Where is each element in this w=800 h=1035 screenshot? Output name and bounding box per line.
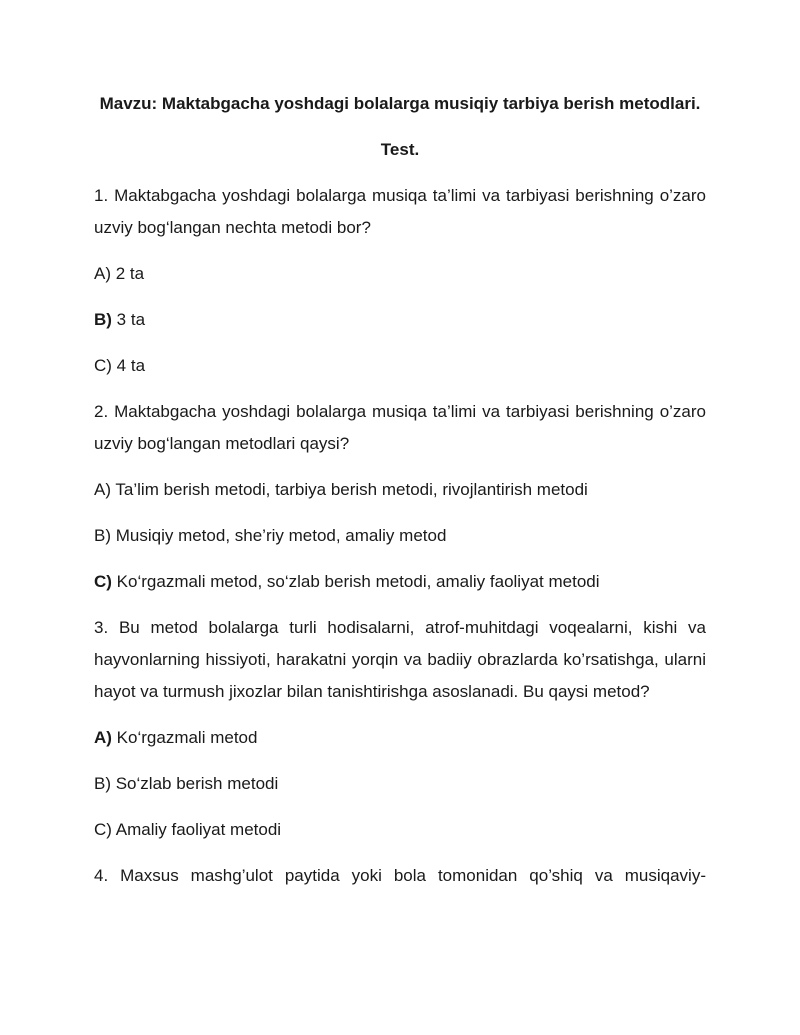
question-1-option-b — [94, 304, 706, 336]
option-letter: A) — [94, 480, 111, 499]
option-text: 4 ta — [111, 356, 146, 375]
question-3-option-b — [94, 768, 706, 800]
document-title: Mavzu: Maktabgacha yoshdagi bolalarga musiqiy tarbiya berish metodlari. — [99, 94, 701, 113]
question-3-option-a — [94, 722, 706, 754]
option-letter: B) — [94, 774, 111, 793]
option-text: 2 ta — [111, 264, 145, 283]
option-letter: C) — [94, 356, 112, 375]
question-2-option-b — [94, 520, 706, 552]
option-letter: A) — [94, 264, 111, 283]
question-1-option-c — [94, 350, 706, 382]
option-text: So‘zlab berish metodi — [111, 774, 279, 793]
option-letter: C) — [94, 820, 112, 839]
option-text: 3 ta — [111, 310, 146, 329]
option-text: Amaliy faoliyat metodi — [111, 820, 282, 839]
question-2-option-a — [94, 474, 706, 506]
option-letter-answer: A) — [94, 728, 112, 747]
option-text: Ta’lim berish metodi, tarbiya berish metodi, rivojlantirish metodi — [111, 480, 588, 499]
option-letter-answer: C) — [94, 572, 112, 591]
question-2-option-c — [94, 566, 706, 598]
option-text: Ko‘rgazmali metod, so‘zlab berish metodi, amaliy faoliyat metodi — [111, 572, 600, 591]
question-4-text: 4. Maxsus mashg’ulot paytida yoki bola tomonidan qo’shiq va musiqaviy- — [94, 866, 706, 885]
question-2-text: 2. Maktabgacha yoshdagi bolalarga musiqa ta’limi va tarbiyasi berishning o’zaro uzviy bog‘langan metodlari qaysi? — [94, 402, 706, 453]
option-text: Musiqiy metod, she’riy metod, amaliy metod — [111, 526, 447, 545]
question-1-text: 1. Maktabgacha yoshdagi bolalarga musiqa ta’limi va tarbiyasi berishning o’zaro uzviy bog‘langan nechta metodi bor? — [94, 186, 706, 237]
question-3-option-c — [94, 814, 706, 846]
document-subtitle: Test. — [380, 140, 420, 159]
option-letter-answer: B) — [94, 310, 112, 329]
option-text: Ko‘rgazmali metod — [111, 728, 258, 747]
document-page — [94, 88, 706, 892]
question-3-text: 3. Bu metod bolalarga turli hodisalarni, atrof-muhitdagi voqealarni, kishi va hayvonlarning hissiyoti, harakatni yorqin va badiiy obrazlarda ko’rsatishga, ularni hayot va turmush jixozlar bilan tanishtirishga asoslanadi. Bu qaysi metod? — [94, 618, 706, 701]
option-letter: B) — [94, 526, 111, 545]
question-1-option-a — [94, 258, 706, 290]
